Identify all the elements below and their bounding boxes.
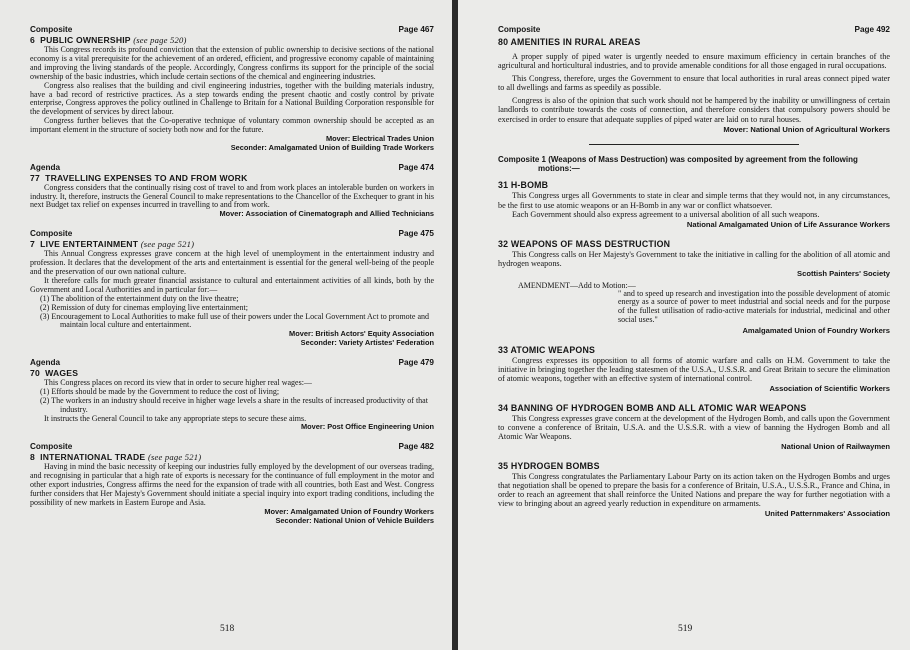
section-label: Composite [30,442,73,452]
right-page [458,0,910,650]
section-label: Composite [498,25,541,34]
mover-line: Mover: National Union of Agricultural Workers [723,124,890,134]
paragraph: Having in mind the basic necessity of keeping our industries fully employed by the development of our overseas trading, and recognising in particular that a high rate of exports is necessary for the continuance of full employment in the motor and other export industries, Congress affirms the need for the expansion of trade with all countries, both East and West. Congress further considers that Her Majesty's Government should initiate a special inquiry into export trading conditions, including the possibility of new markets in Eastern Europe and Asia. [30,462,434,507]
section-label: Composite [30,229,73,239]
motion-weapons-mass-destruction [498,239,890,336]
section-page-ref: Page 479 [398,357,434,367]
section-title: 8 INTERNATIONAL TRADE (see page 521) [30,452,202,463]
section-title: 7 LIVE ENTERTAINMENT (see page 521) [30,239,195,250]
section-title: 77 TRAVELLING EXPENSES TO AND FROM WORK [30,172,248,183]
page-number: 518 [220,624,235,634]
list-item: (1) The abolition of the entertainment duty on the live theatre; [40,293,239,303]
mover-line: Mover: Electrical Trades Union [325,134,434,144]
paragraph: This Congress, therefore, urges the Government to ensure that local authorities in rural areas connect piped water to all dwellings and farms as speedily as possible. [498,74,890,93]
composite-note: Composite 1 (Weapons of Mass Destruction) was composited by agreement from the following motions:— [498,155,858,174]
paragraph: Each Government should also express agreement to a universal abolition of all such weapons. [512,209,820,219]
page-number: 519 [678,624,693,634]
mover-line: Mover: Post Office Engineering Union [300,422,434,432]
section-label: Agenda [30,357,61,367]
section-international-trade [30,442,434,525]
section-page-ref: Page 467 [398,25,434,34]
section-travelling-expenses [30,163,434,220]
paragraph: This Annual Congress expresses grave concern at the high level of unemployment in the entertainment industry and profession. It declares that the development of the arts and entertainment is essential for the general well-being of the people and the preservation of our own national culture. [30,249,434,276]
list-item: (2) The workers in an industry should receive in higher wage levels a share in the results of increased productivity of that industry. [40,395,428,414]
section-live-entertainment [30,229,434,348]
paragraph: Congress expresses its opposition to all forms of atomic warfare and calls on H.M. Government to take the initiative in bringing together the leading statesmen of the U.S.A., U.S.S.R. and Great Britain to secure the elimination of atomic weapons, together with an effective system of international control. [498,355,890,384]
mover-line: Mover: Association of Cinematograph and Allied Technicians [219,209,434,219]
paragraph: It therefore calls for much greater financial assistance to cultural and entertainment activities of all kinds, both by the Government and Local Authorities and in particular for:— [30,275,434,294]
section-label: Composite [30,25,73,34]
mover-line: Scottish Painters' Society [797,268,890,278]
mover-line: United Patternmakers' Association [764,509,890,519]
paragraph: This Congress places on record its view that in order to secure higher real wages:— [44,377,312,387]
mover-line: National Union of Railwaymen [781,442,890,452]
amendment-heading: AMENDMENT—Add to Motion:— [518,280,636,290]
section-page-ref: Page 492 [854,25,890,34]
numbered-list [30,295,434,331]
section-title: 6 PUBLIC OWNERSHIP (see page 520) [30,35,187,45]
motion-h-bomb [498,180,890,229]
section-title: 80 AMENITIES IN RURAL AREAS [498,37,641,47]
section-page-ref: Page 482 [398,442,434,452]
mover-line: Association of Scientific Workers [769,384,890,394]
section-title: 32 WEAPONS OF MASS DESTRUCTION [498,238,671,249]
list-item: (3) Encouragement to Local Authorities to make full use of their powers under the Local Government Act to promote and maintain local culture and entertainment. [40,311,429,330]
paragraph: Congress also realises that the building and civil engineering industries, together with the building materials industry, have a bad record of restrictive practices. As a step towards ending the present chaotic and costly control by private enterprise, Congress approves the policy outlined in Challenge to Britain for a National Building Corporation responsible for the development of services by direct labour. [30,80,434,117]
paragraph: A proper supply of piped water is urgently needed to ensure maximum efficiency in certain branches of the agricultural and horticultural industries, and to provide amenable conditions for all those engaged in rural occupations. [498,52,890,71]
section-title: 31 H-BOMB [498,180,549,191]
paragraph: It instructs the General Council to take any appropriate steps to secure these aims. [44,413,307,423]
section-page-ref: Page 474 [398,162,434,172]
seconder-line: Seconder: Amalgamated Union of Building Trade Workers [230,142,434,152]
divider [589,144,799,145]
section-title: 70 WAGES [30,367,79,378]
left-page [0,0,452,650]
mover-line: Mover: British Actors' Equity Association [289,329,434,339]
mover-line: National Amalgamated Union of Life Assurance Workers [686,219,890,229]
mover-line: Amalgamated Union of Foundry Workers [742,326,890,336]
paragraph: This Congress calls on Her Majesty's Government to take the initiative in calling for the abolition of all atomic and hydrogen weapons. [498,249,890,268]
motion-banning-hydrogen-bomb [498,403,890,452]
list-item: (1) Efforts should be made by the Government to reduce the cost of living; [40,386,280,396]
paragraph: This Congress records its profound conviction that the extension of public ownership to decisive sections of the national economy is a vital prerequisite for the achievement of an ordered, efficient, and progressive economy capable of maintaining and improving the living standards of the people. Accordingly, Congress confirms its support for the principle of the social ownership of the basic industries, which include certain sections of the chemical and engineering industries. [30,45,434,81]
section-title: 33 ATOMIC WEAPONS [498,344,596,355]
section-label: Agenda [30,162,61,172]
paragraph: Congress considers that the continually rising cost of travel to and from work places an intolerable burden on workers in industry. It, therefore, instructs the General Council to make representations to the Chancellor of the Exchequer to grant in his next Budget tax relief on expenses incurred in travelling to and from work. [30,182,434,210]
section-wages [30,358,434,432]
section-title: 34 BANNING OF HYDROGEN BOMB AND ALL ATOMIC WAR WEAPONS [498,403,807,414]
mover-line: Mover: Amalgamated Union of Foundry Workers [264,506,434,516]
seconder-line: Seconder: Variety Artistes' Federation [300,338,434,348]
seconder-line: Seconder: National Union of Vehicle Builders [275,515,434,525]
paragraph: Congress is also of the opinion that such work should not be hampered by the inability or unwillingness of certain landlords to contribute towards the costs of connection, and therefore considers that compulsory powers should be exercised in order to ensure that adequate supplies of piped water are laid on to rural houses. [498,96,890,124]
paragraph: Congress further believes that the Co-operative technique of voluntary common ownership should be accepted as an important element in the structure of society both now and for the future. [30,116,434,135]
section-page-ref: Page 475 [398,229,434,239]
paragraph: This Congress congratulates the Parliamentary Labour Party on its action taken on the Hydrogen Bombs and urges that negotiation shall be opened to prepare the basis for a conference of Britain, U.S.A., U.S.S.R., France and China, in order to reach an agreement that shall reinforce the United Nations and prepare the way for further negotiation with a view to bringing about an agreed yearly reduction in expenditure on armaments. [498,472,890,509]
amendment-text: " and to speed up research and investigation into the possible development of atomic energy as a source of power to meet industrial and social needs and for the purpose of the fullest utilisation of radio-active materials for industrial, medicinal and other social uses." [618,288,890,325]
numbered-list [30,388,434,415]
section-title: 35 HYDROGEN BOMBS [498,461,600,472]
motion-hydrogen-bombs [498,461,890,519]
paragraph: This Congress urges all Governments to state in clear and simple terms that they would not, in any circumstances, be the first to use atomic weapons or an H-Bomb in any war or conflict whatsoever. [498,191,890,210]
section-public-ownership [30,25,434,153]
paragraph: This Congress expresses grave concern at the development of the Hydrogen Bomb, and calls upon the Government to convene a conference of Britain, U.S.A. and the U.S.S.R. with a view of banning the Hydrogen Bomb and all Atomic War Weapons. [498,414,890,442]
motion-atomic-weapons [498,345,890,394]
list-item: (2) Remission of duty for cinemas employing live entertainment; [40,302,248,312]
